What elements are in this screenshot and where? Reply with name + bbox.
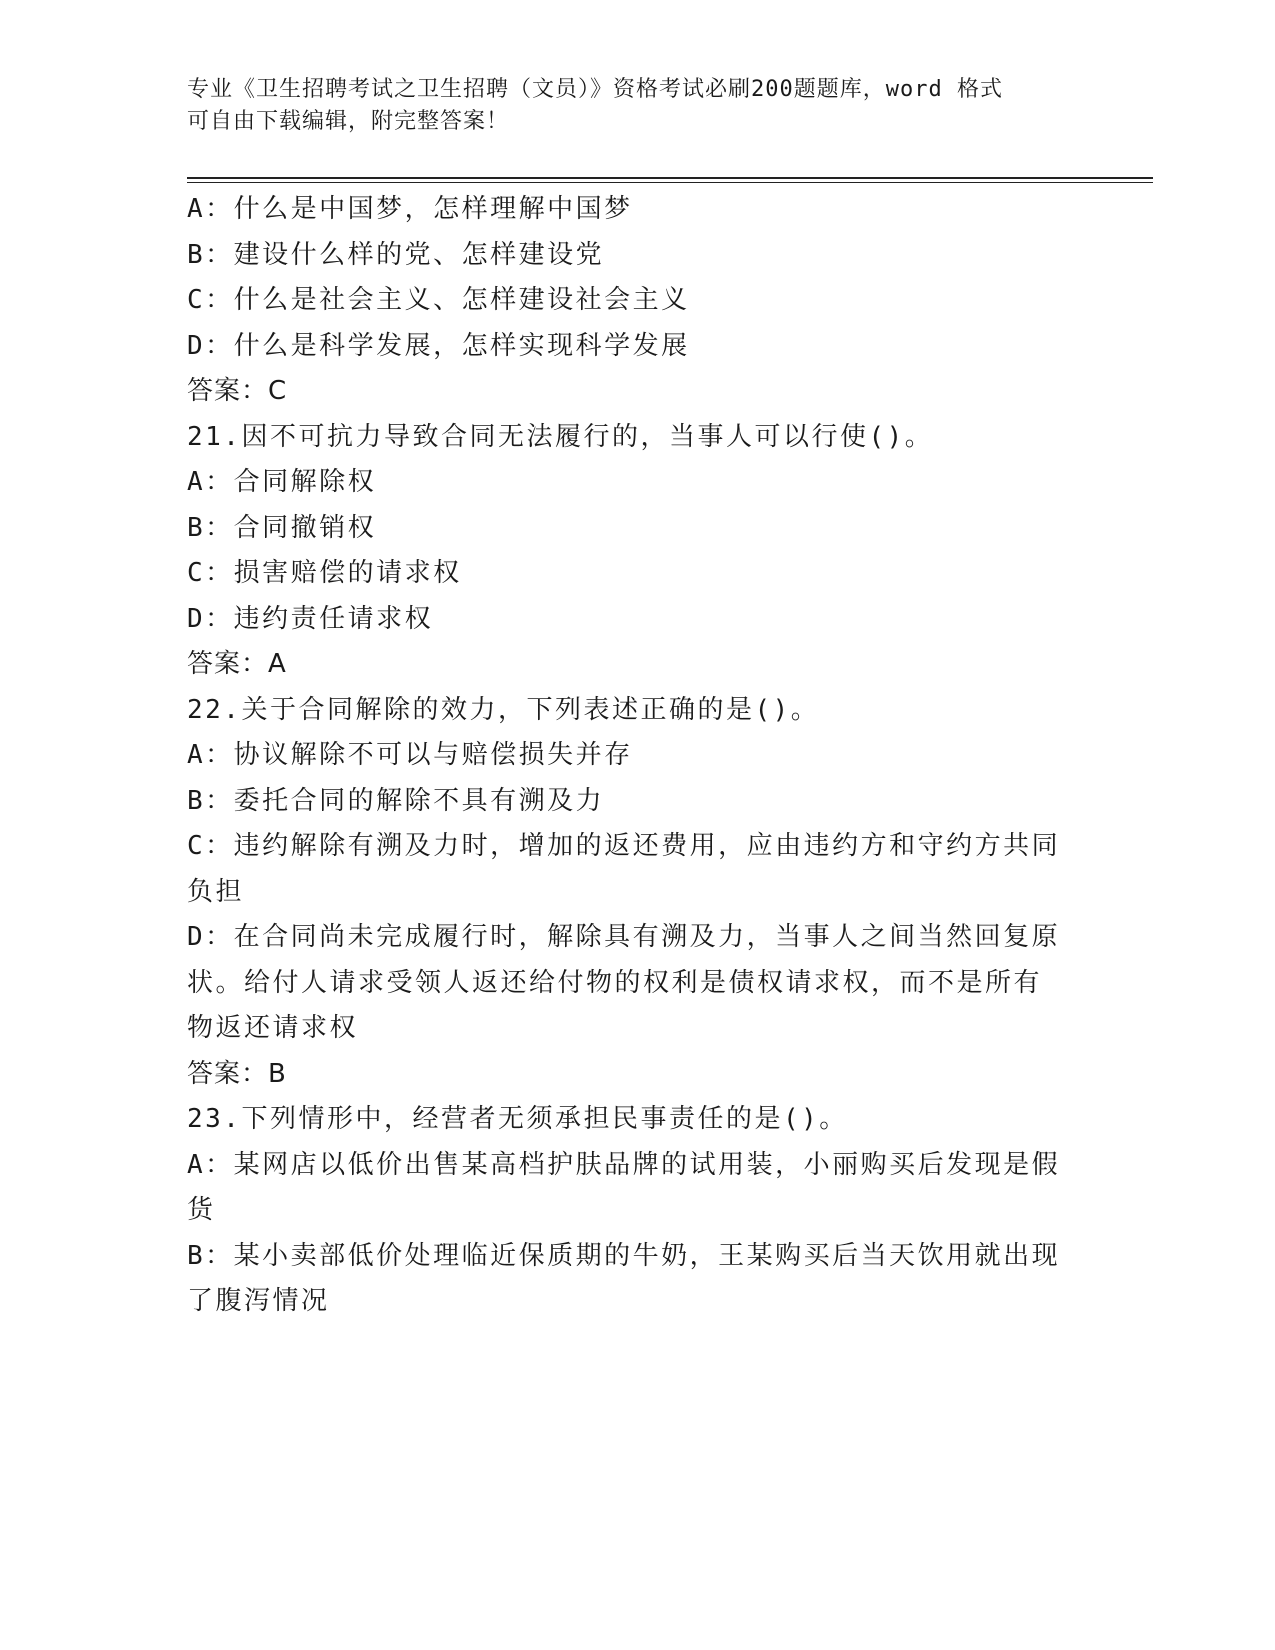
answer-line: 答案：C [187,376,288,406]
answer-line: 答案：B [187,1058,287,1089]
option-b: B：委托合同的解除不具有溯及力 [187,785,605,816]
question-stem: 21.因不可抗力导致合同无法履行的，当事人可以行使()。 [187,421,934,452]
option-d: D：在合同尚未完成履行时，解除具有溯及力，当事人之间当然回复原 [187,922,1061,952]
option-a: A：某网店以低价出售某高档护肤品牌的试用装，小丽购买后发现是假 [187,1149,1061,1180]
option-d: D：违约责任请求权 [187,603,434,634]
question-block-prev [187,187,1087,415]
option-a: A：协议解除不可以与赔偿损失并存 [187,740,633,770]
option-b: B：合同撤销权 [187,512,377,543]
question-block-22 [187,688,1087,1098]
option-d-continued: 物返还请求权 [187,1013,359,1043]
option-a: A：合同解除权 [187,467,377,497]
option-c: C：什么是社会主义、怎样建设社会主义 [187,285,690,315]
option-b: B：建设什么样的党、怎样建设党 [187,239,605,270]
question-stem: 23.下列情形中，经营者无须承担民事责任的是()。 [187,1104,848,1134]
option-b-continued: 了腹泻情况 [187,1286,330,1316]
option-c: C：违约解除有溯及力时，增加的返还费用，应由违约方和守约方共同 [187,831,1061,861]
option-c-continued: 负担 [187,876,245,907]
header-divider-thin [187,182,1153,183]
header-divider-thick [187,177,1153,179]
header-title-line-2: 可自由下载编辑，附完整答案！ [187,109,510,134]
option-c: C：损害赔偿的请求权 [187,558,462,588]
answer-line: 答案：A [187,649,287,679]
option-a-continued: 货 [187,1195,216,1225]
question-content [187,187,1087,1325]
header-title-line-1: 专业《卫生招聘考试之卫生招聘（文员）》资格考试必刷200题题库，word 格式 [187,77,1003,102]
option-d: D：什么是科学发展，怎样实现科学发展 [187,330,690,361]
option-b: B：某小卖部低价处理临近保质期的牛奶，王某购买后当天饮用就出现 [187,1240,1061,1271]
option-d-continued: 状。给付人请求受领人返还给付物的权利是债权请求权，而不是所有 [187,967,1043,998]
question-stem: 22.关于合同解除的效力，下列表述正确的是()。 [187,694,820,725]
question-block-23 [187,1097,1087,1325]
document-header [187,74,1067,138]
question-block-21 [187,415,1087,688]
option-a: A：什么是中国梦，怎样理解中国梦 [187,194,633,224]
